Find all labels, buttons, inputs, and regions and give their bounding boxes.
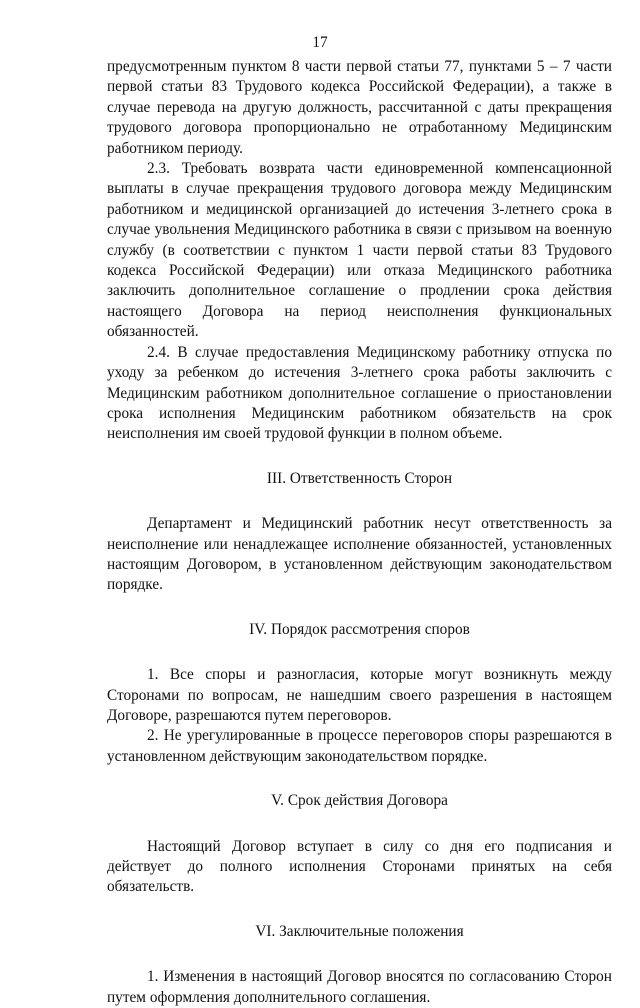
paragraph-final-1: 1. Изменения в настоящий Договор вносятся по согласованию Сторон путем оформления дополнительного соглашения. <box>107 968 612 1006</box>
section-heading-disputes: IV. Порядок рассмотрения споров <box>249 620 470 638</box>
paragraph-responsibility: Департамент и Медицинский работник несут ответственность за неисполнение или ненадлежащее исполнение обязанностей, установленных настоящим Договором, в установленном действующим законодательством порядке. <box>107 515 612 594</box>
paragraph-term: Настоящий Договор вступает в силу со дня его подписания и действует до полного исполнения Сторонами принятых на себя обязательств. <box>107 837 612 896</box>
section-heading-final: VI. Заключительные положения <box>255 922 464 940</box>
page-number: 17 <box>312 34 328 51</box>
section-heading-responsibility: III. Ответственность Сторон <box>266 469 453 487</box>
paragraph-2-4: 2.4. В случае предоставления Медицинскому работнику отпуска по уходу за ребенком до истечения 3-летнего срока работы заключить с Медицинским работником дополнительное соглашение о приостановлении срока исполнения Медицинским работником обязательств на срок неисполнения им своей трудовой функции в полном объеме. <box>107 343 612 443</box>
paragraph-2-3: 2.3. Требовать возврата части единовременной компенсационной выплаты в случае прекращения трудового договора между Медицинским работником и медицинской организацией до истечения 3-летнего срока в случае увольнения Медицинского работника в связи с призывом на военную службу (в соответствии с пунктом 1 части первой статьи 83 Трудового кодекса Российской Федерации) или отказа Медицинского работника заключить дополнительное соглашение о продлении срока действия настоящего Договора на период неисполнения функциональных обязанностей. <box>107 160 612 341</box>
section-heading-term: V. Срок действия Договора <box>271 792 448 810</box>
paragraph-disputes-2: 2. Не урегулированные в процессе переговоров споры разрешаются в установленном действующим законодательством порядке. <box>107 727 612 765</box>
paragraph-continuation: предусмотренным пунктом 8 части первой статьи 77, пунктами 5 – 7 части первой статьи 83 Трудового кодекса Российской Федерации), а также в случае перевода на другую должность, рассчитанной с даты прекращения трудового договора пропорционально не отработанному Медицинским работником периоду. <box>107 58 612 157</box>
paragraph-disputes-1: 1. Все споры и разногласия, которые могут возникнуть между Сторонами по вопросам, не нашедшим своего разрешения в настоящем Договоре, разрешаются путем переговоров. <box>107 666 612 724</box>
document-body <box>107 57 612 1008</box>
